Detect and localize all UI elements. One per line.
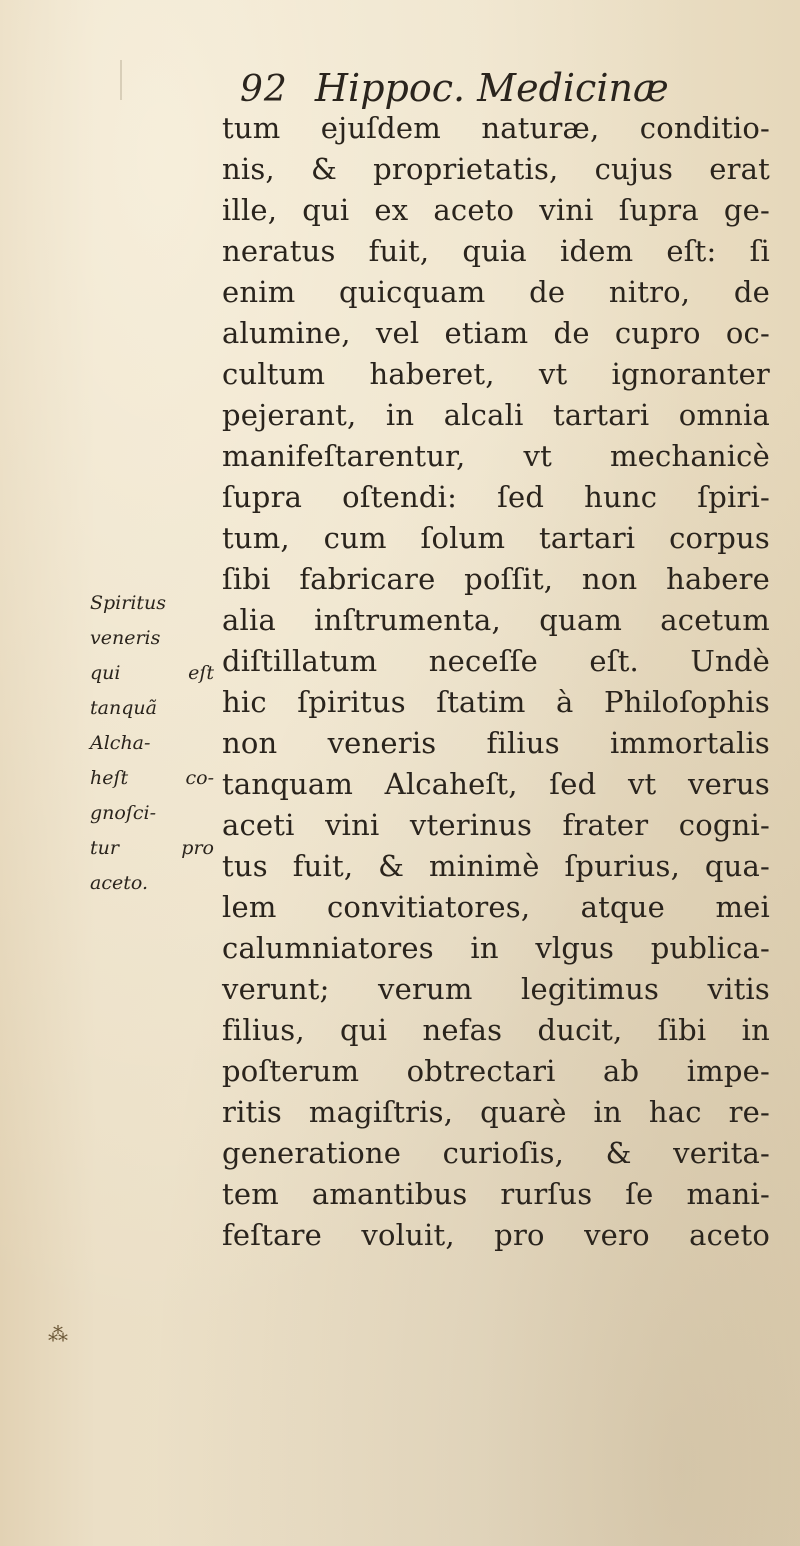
text-line: hic ſpiritus ſtatim à Philoſophis	[222, 685, 770, 719]
text-line: ritis magiſtris, quarè in hac re-	[222, 1095, 770, 1129]
running-head: Hippoc. Medicinæ	[314, 66, 669, 110]
text-line: non veneris filius immortalis	[222, 726, 770, 760]
text-line: diſtillatum neceſſe eſt. Undè	[222, 644, 770, 678]
text-line: calumniatores in vlgus publica-	[222, 931, 770, 965]
text-line: aceti vini vterinus frater cogni-	[222, 808, 770, 842]
body-text	[222, 108, 770, 1256]
text-line: lem convitiatores, atque mei	[222, 890, 770, 924]
text-line: tem amantibus rurſus ſe mani-	[222, 1177, 770, 1211]
text-line: pejerant, in alcali tartari omnia	[222, 398, 770, 432]
text-line: alumine, vel etiam de cupro oc-	[222, 316, 770, 350]
marginal-note-line: qui eſt	[90, 662, 214, 684]
marginal-note-line: gnoſci-	[90, 802, 157, 824]
paper-crease	[120, 60, 122, 100]
text-line: nis, & proprietatis, cujus erat	[222, 152, 770, 186]
text-line: cultum haberet, vt ignoranter	[222, 357, 770, 391]
ink-blot: ⁂	[48, 1322, 68, 1346]
text-line: tanquam Alcaheſt, ſed vt verus	[222, 767, 770, 801]
text-line: tum, cum ſolum tartari corpus	[222, 521, 770, 555]
text-line: verunt; verum legitimus vitis	[222, 972, 770, 1006]
text-line: ſibi fabricare poſſit, non habere	[222, 562, 770, 596]
text-line: ille, qui ex aceto vini ſupra ge-	[222, 193, 770, 227]
marginal-note-line: tanquã	[90, 697, 157, 719]
marginal-note-line: aceto.	[90, 872, 148, 894]
page-number: 92	[240, 69, 288, 110]
text-line: enim quicquam de nitro, de	[222, 275, 770, 309]
text-line: manifeſtarentur, vt mechanicè	[222, 439, 770, 473]
marginal-note	[90, 586, 214, 901]
marginal-note-line: tur pro	[90, 837, 214, 859]
text-line: neratus fuit, quia idem eſt: ſi	[222, 234, 770, 268]
marginal-note-line: heſt co-	[90, 767, 214, 789]
marginal-note-line: veneris	[90, 627, 161, 649]
text-line: tum ejuſdem naturæ, conditio-	[222, 111, 770, 145]
text-line: tus fuit, & minimè ſpurius, qua-	[222, 849, 770, 883]
text-line: alia inſtrumenta, quam acetum	[222, 603, 770, 637]
text-line: poſterum obtrectari ab impe-	[222, 1054, 770, 1088]
marginal-note-line: Alcha-	[90, 732, 151, 754]
text-line: ſupra oſtendi: ſed hunc ſpiri-	[222, 480, 770, 514]
text-line: filius, qui nefas ducit, ſibi in	[222, 1013, 770, 1047]
text-line: feſtare voluit, pro vero aceto	[222, 1218, 770, 1252]
text-line: generatione curioſis, & verita-	[222, 1136, 770, 1170]
marginal-note-line: Spiritus	[90, 592, 167, 614]
